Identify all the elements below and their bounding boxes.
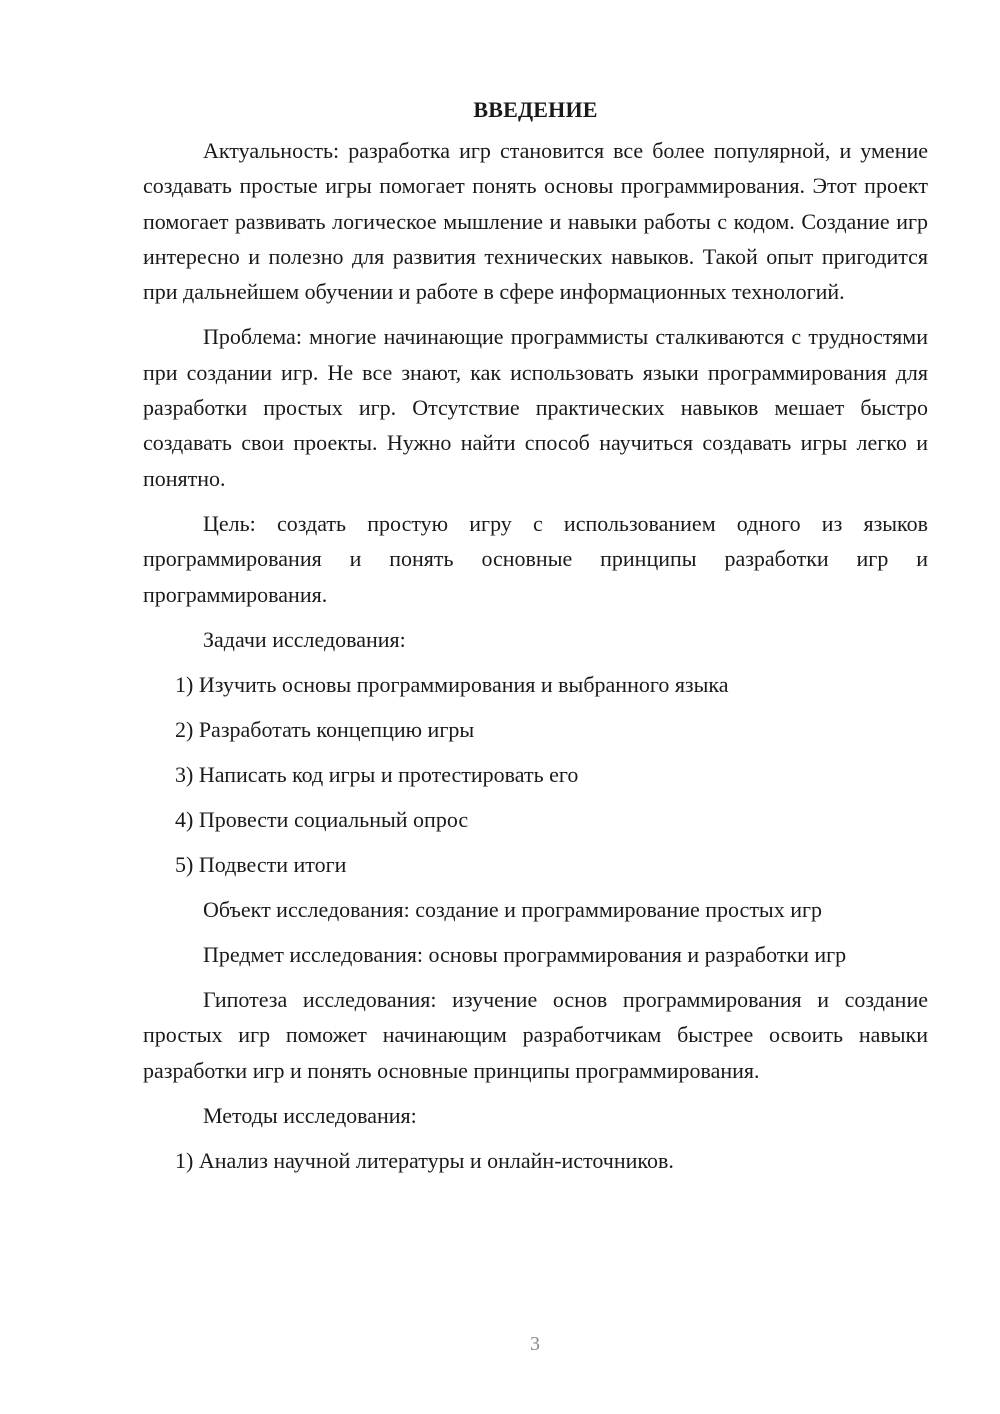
subject-paragraph: Предмет исследования: основы программирования и разработки игр: [203, 941, 847, 967]
task-item: 1) Изучить основы программирования и выбранного языка: [175, 671, 729, 697]
task-item: 2) Разработать концепцию игры: [175, 716, 475, 742]
document-page: [143, 93, 928, 1188]
page-number: 3: [530, 1333, 540, 1355]
task-item: 5) Подвести итоги: [175, 851, 347, 877]
object-line: Объект исследования: создание и программирование простых игр: [203, 896, 823, 922]
hypothesis-paragraph: Гипотеза исследования: изучение основ программирования и создание простых игр поможет начинающим разработчикам быстрее освоить навыки разработки игр и понять основные принципы программирования.: [143, 987, 928, 1083]
problem-paragraph: Проблема: многие начинающие программисты сталкиваются с трудностями при создании игр. Не все знают, как использовать языки программирования для разработки простых игр. Отсутствие практических навыков мешает быстро создавать свои проекты. Нужно найти способ научиться создавать игры легко и понятно.: [143, 324, 928, 491]
task-item: 4) Провести социальный опрос: [175, 806, 469, 832]
goal-paragraph: Цель: создать простую игру с использованием одного из языков программирования и понять основные принципы разработки игр и программирования.: [143, 510, 928, 607]
methods-heading: Методы исследования:: [203, 1103, 417, 1129]
relevance-paragraph: Актуальность: разработка игр становится все более популярной, и умение создавать простые игры помогает понять основы программирования. Этот проект помогает развивать логическое мышление и навыки работы с кодом. Создание игр интересно и полезно для развития технических навыков. Такой опыт пригодится при дальнейшем обучении и работе в сфере информационных технологий.: [143, 138, 928, 305]
task-item: 3) Написать код игры и протестировать его: [175, 761, 579, 787]
section-heading: ВВЕДЕНИЕ: [473, 97, 598, 122]
tasks-heading: Задачи исследования:: [203, 626, 406, 652]
method-item: 1) Анализ научной литературы и онлайн-источников.: [175, 1148, 674, 1174]
